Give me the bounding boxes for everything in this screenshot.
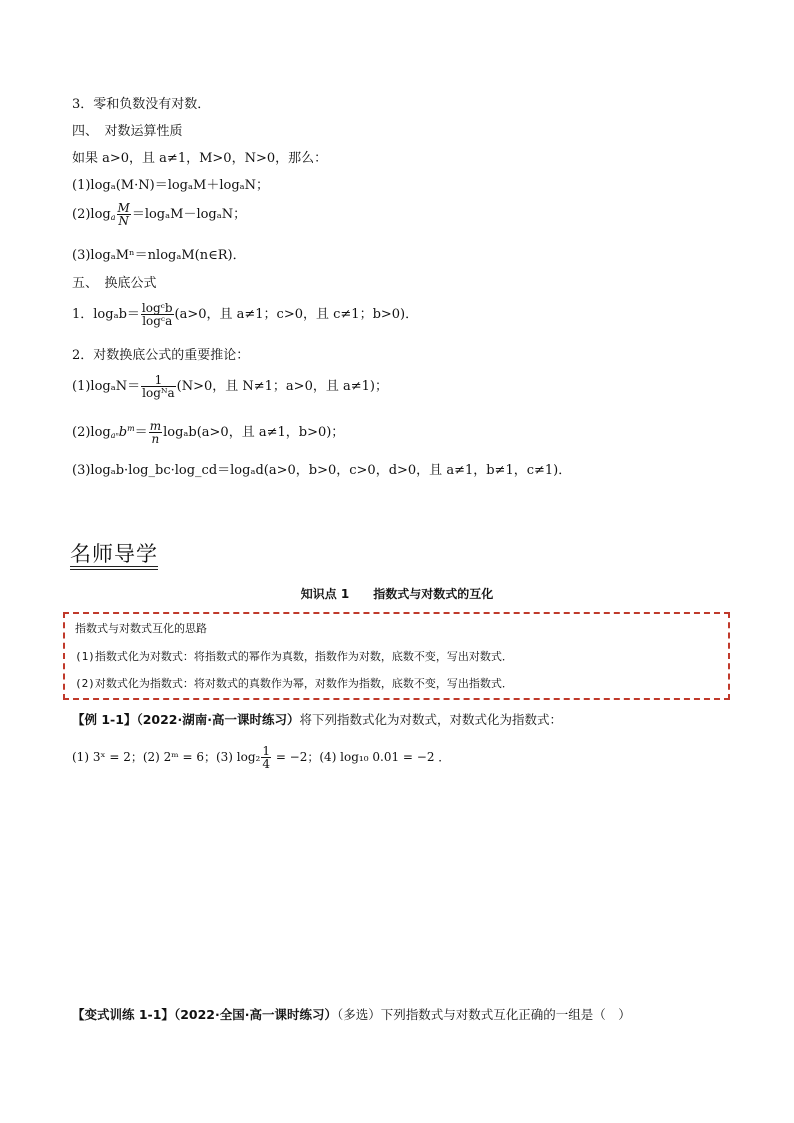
inf2-fraction: [149, 420, 162, 445]
inf1-cond: (N>0，且 N≠1；a>0，且 a≠1)；: [176, 379, 388, 394]
property-rule-3: (3)logₐMⁿ＝nlogₐM(n∈R)．: [72, 248, 246, 263]
formula-num: logᶜb: [141, 301, 173, 315]
expr-frac-den: 4: [262, 757, 270, 771]
inf1-den: logᴺa: [142, 386, 175, 400]
example-prompt: 将下列指数式化为对数式，对数式化为指数式：: [299, 712, 562, 727]
inf1-fraction: [141, 374, 176, 399]
property-rule-2: $(2)\log_a$ $\frac{M}{N}$ ＝logₐM－logₐN；: [72, 201, 247, 228]
inf1-num: 1: [141, 374, 176, 387]
example-source: （2022·湖南·高一课时练习）: [136, 712, 300, 727]
property-rule-1: (1)logₐ(M·N)＝logₐM＋logₐN；: [72, 178, 270, 193]
inference-3: (3)logₐb·log_bc·log_cd＝logₐd(a>0，b>0，c>0，d>0，且 a≠1，b≠1，c≠1)．: [72, 463, 572, 478]
guide-heading: 名师导学: [70, 542, 158, 566]
property-condition: 如果 a>0，且 a≠1，M>0，N>0，那么：: [72, 151, 328, 166]
expr-fraction: [261, 745, 271, 770]
rule2-fraction: $\frac{M}{N}$: [117, 201, 130, 228]
inf2-rest: logₐb(a>0，且 a≠1，b>0)；: [163, 425, 345, 440]
tip-line-2: (2)对数式化为指数式：将对数式的真数作为幂，对数作为指数，底数不变，写出指数式．: [75, 677, 513, 690]
inference-2: $(2)\log_{a^n}b^m=$ $\frac{m}{n}$ logₐb(a>0，且 a≠1，b>0)；: [72, 419, 345, 446]
section-heading-4: 四、 对数运算性质: [72, 124, 183, 139]
section-heading-5: 五、 换底公式: [72, 276, 157, 291]
inf2-prefix: (2)log: [72, 425, 111, 440]
formula-fraction: [141, 302, 174, 327]
formula-cond: (a>0，且 a≠1；c>0，且 c≠1；b>0)．: [174, 307, 419, 322]
variant-1-1: [72, 1006, 631, 1024]
inf2-den: n: [151, 432, 160, 446]
tip-title: 指数式与对数式互化的思路: [75, 622, 207, 635]
inference-title: 2．对数换底公式的重要推论：: [72, 348, 250, 363]
variant-label: 【变式训练 1-1】: [72, 1007, 174, 1022]
rule2-rest: ＝logₐM－logₐN；: [131, 207, 247, 222]
example-1-1: [72, 711, 562, 729]
variant-prompt: （多选）下列指数式与对数式互化正确的一组是（ ）: [336, 1007, 631, 1022]
variant-source: （2022·全国·高一课时练习）: [173, 1007, 337, 1022]
knowledge-point-title: 知识点 1 指数式与对数式的互化: [300, 587, 494, 601]
tip-line-1: (1)指数式化为对数式：将指数式的幂作为真数，指数作为对数，底数不变，写出对数式．: [75, 650, 513, 663]
rule2-prefix: (2)log: [72, 207, 111, 222]
example-expressions: [72, 745, 450, 770]
item-3: 3．零和负数没有对数．: [72, 97, 211, 112]
example-label: 【例 1-1】: [72, 712, 137, 727]
inf1-prefix: (1)logₐN＝: [72, 379, 141, 394]
expr-frac-num: 1: [262, 744, 270, 758]
tip-box: [63, 612, 730, 700]
formula-prefix: 1．logₐb＝: [72, 307, 140, 322]
base-change-formula: [72, 302, 418, 327]
inference-1: [72, 374, 388, 399]
heading-underline-top: [70, 566, 158, 567]
inf2-num: m: [149, 419, 162, 433]
formula-den: logᶜa: [142, 314, 173, 328]
heading-underline-bottom: [70, 569, 158, 570]
expr-a: (1) 3ˣ = 2；(2) 2ᵐ = 6；(3) log₂: [72, 750, 261, 764]
expr-b: = −2；(4) log₁₀ 0.01 = −2 ．: [272, 750, 451, 764]
